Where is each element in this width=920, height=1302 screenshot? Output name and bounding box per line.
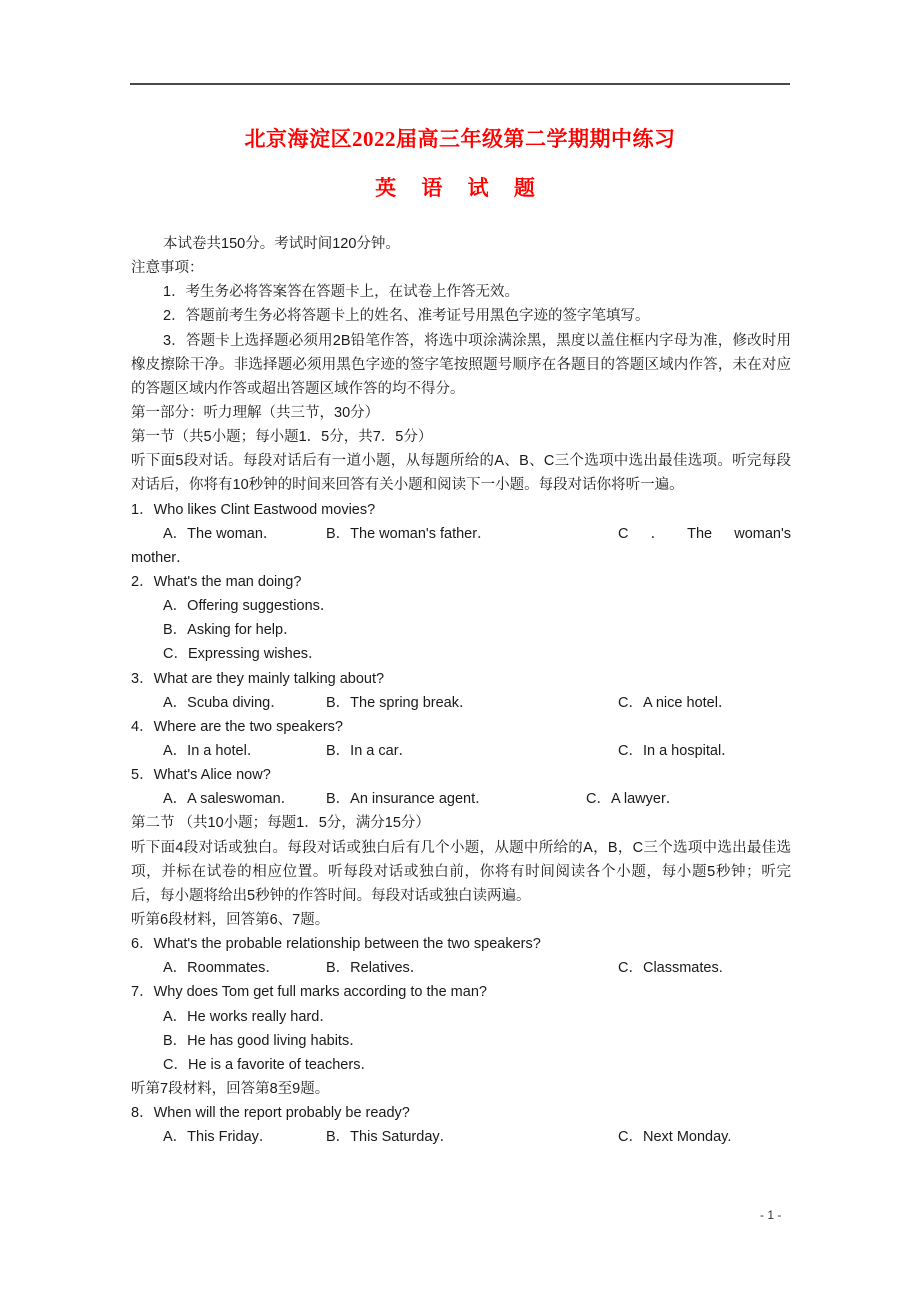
option-c-letter: C bbox=[618, 525, 629, 542]
option-a: A．Roommates． bbox=[163, 960, 280, 977]
option-a: A．He works really hard． bbox=[163, 1008, 334, 1025]
exam-summary: 本试卷共150分。考试时间120分钟。 bbox=[163, 236, 400, 252]
option-a: A．A saleswoman． bbox=[163, 791, 296, 808]
option-a: A．Scuba diving． bbox=[163, 694, 285, 711]
notice-item: 2．答题前考生务必将答题卡上的姓名、准考证号用黑色字迹的签字笔填写。 bbox=[163, 308, 650, 325]
question-stem: 4．Where are the two speakers? bbox=[131, 718, 343, 735]
notice-heading: 注意事项： bbox=[131, 260, 204, 277]
option-b: B．The spring break． bbox=[326, 694, 474, 711]
question-stem: 8．When will the report probably be ready? bbox=[131, 1105, 410, 1122]
option-b: B．This Saturday． bbox=[326, 1129, 455, 1146]
option-a: A．This Friday． bbox=[163, 1129, 274, 1146]
notice-item: 3．答题卡上选择题必须用2B铅笔作答，将选中项涂满涂黑，黑度以盖住框内字母为准，修改时用橡皮擦除干净。非选择题必须用黑色字迹的签字笔按照题号顺序在各题目的答题区域内作答，未在对应的答题区域内作答或超出答题区域作答的均不得分。 bbox=[131, 332, 791, 397]
question-stem: 5．What's Alice now? bbox=[131, 767, 271, 784]
option-c-dot: ． bbox=[650, 525, 666, 542]
option-b: B．An insurance agent． bbox=[326, 791, 490, 808]
exam-title: 北京海淀区2022届高三年级第二学期期中练习 bbox=[244, 127, 676, 151]
question-options bbox=[131, 739, 791, 763]
option-c: C．Classmates. bbox=[618, 960, 723, 977]
option-b: B．Relatives． bbox=[326, 960, 425, 977]
document-body bbox=[131, 232, 791, 1149]
question-options bbox=[131, 522, 791, 546]
option-c: C．A lawyer． bbox=[586, 791, 681, 808]
section1-instructions: 听下面5段对话。每段对话后有一道小题，从每题所给的A、B、C三个选项中选出最佳选项。听完每段对话后，你将有10秒钟的时间来回答有关小题和阅读下一小题。每段对话你将听一遍。 bbox=[131, 453, 791, 494]
page-number: - 1 - bbox=[760, 1208, 782, 1222]
option-c-word: woman's bbox=[734, 525, 791, 542]
material-6-note: 听第6段材料，回答第6、7题。 bbox=[131, 912, 330, 929]
option-b: B．Asking for help． bbox=[163, 622, 298, 639]
notice-item: 1．考生务必将答案答在答题卡上，在试卷上作答无效。 bbox=[163, 284, 520, 301]
option-b: B．The woman's father． bbox=[326, 525, 492, 542]
question-stem: 6．What's the probable relationship between the two speakers? bbox=[131, 936, 541, 953]
question-options bbox=[131, 956, 791, 980]
option-b: B．In a car． bbox=[326, 743, 414, 760]
question-options bbox=[131, 1125, 791, 1149]
material-7-note: 听第7段材料，回答第8至9题。 bbox=[131, 1081, 330, 1098]
section1-heading: 第一节（共5小题；每小题1．5分，共7．5分） bbox=[131, 429, 433, 446]
question-stem: 7．Why does Tom get full marks according to the man? bbox=[131, 984, 487, 1001]
option-a: A．Offering suggestions． bbox=[163, 598, 335, 615]
option-c: C．Next Monday. bbox=[618, 1129, 732, 1146]
option-c-word: The bbox=[687, 525, 713, 542]
option-a: A．The woman． bbox=[163, 525, 278, 542]
option-c: C．Expressing wishes． bbox=[163, 646, 323, 663]
section2-instructions: 听下面4段对话或独白。每段对话或独白后有几个小题，从题中所给的A，B，C三个选项中选出最佳选项，并标在试卷的相应位置。听每段对话或独白前，你将有时间阅读各个小题，每小题5秒钟；听完后，每小题将给出5秒钟的作答时间。每段对话或独白读两遍。 bbox=[131, 839, 791, 904]
option-c: C．A nice hotel． bbox=[618, 694, 733, 711]
header-rule bbox=[130, 83, 790, 85]
option-a: A．In a hotel． bbox=[163, 743, 262, 760]
option-c-continued: mother． bbox=[131, 549, 191, 566]
question-stem: 3．What are they mainly talking about? bbox=[131, 670, 385, 687]
part1-heading: 第一部分：听力理解（共三节，30分） bbox=[131, 405, 380, 422]
exam-subtitle: 英 语 试 题 bbox=[375, 176, 545, 200]
question-options bbox=[131, 787, 791, 811]
question-stem: 1．Who likes Clint Eastwood movies? bbox=[131, 501, 376, 518]
question-stem: 2．What's the man doing? bbox=[131, 574, 302, 591]
section2-heading: 第二节 （共10小题；每题1．5分，满分15分） bbox=[131, 815, 430, 832]
question-options bbox=[131, 691, 791, 715]
option-b: B．He has good living habits． bbox=[163, 1032, 364, 1049]
option-c: C．He is a favorite of teachers． bbox=[163, 1056, 375, 1073]
option-c bbox=[618, 522, 791, 546]
option-c: C．In a hospital． bbox=[618, 743, 736, 760]
